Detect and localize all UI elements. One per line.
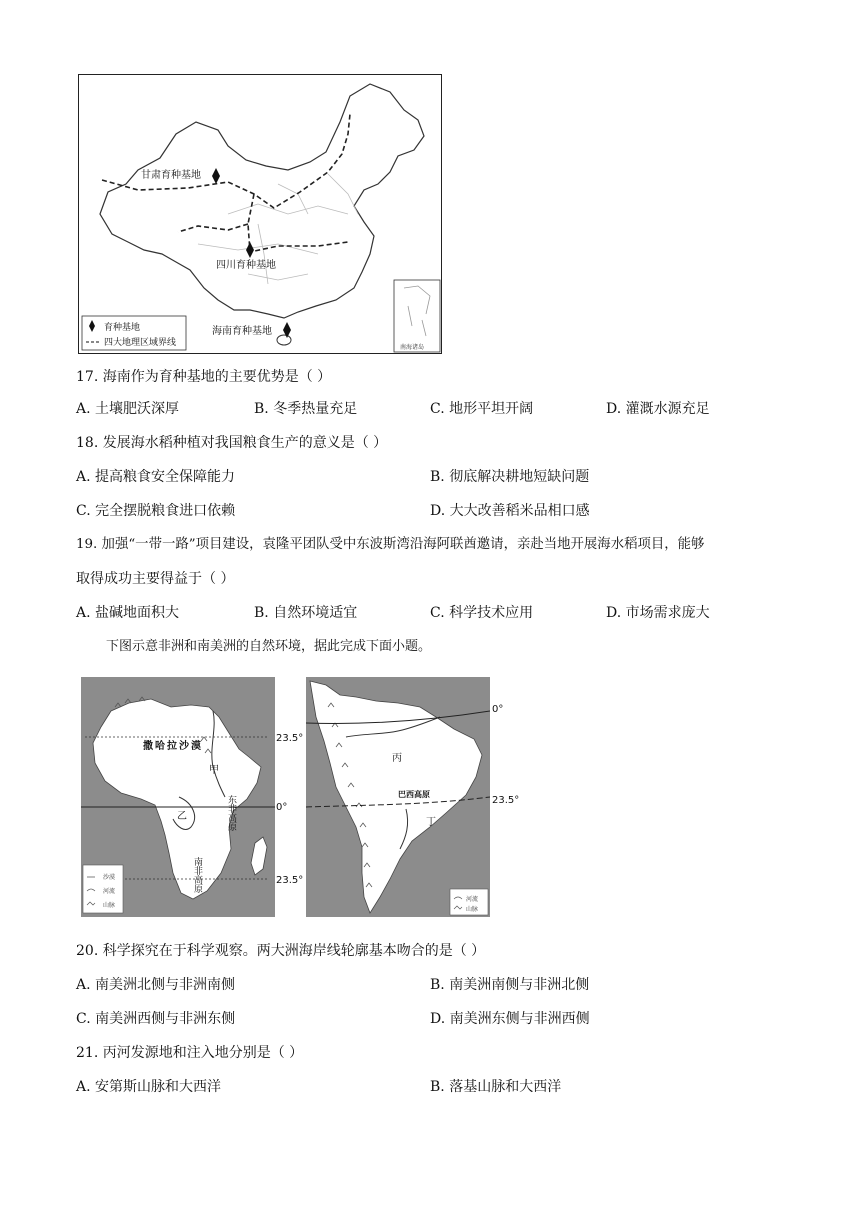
q21-option-a[interactable]: A. 安第斯山脉和大西洋 <box>76 1079 222 1095</box>
q19-option-d[interactable]: D. 市场需求庞大 <box>606 605 710 621</box>
q18-stem: 18. 发展海水稻种植对我国粮食生产的意义是（ ） <box>76 435 388 451</box>
q17-stem: 17. 海南作为育种基地的主要优势是（ ） <box>76 369 332 385</box>
q19-stem-line1: 19. 加强“一带一路”项目建设，袁隆平团队受中东波斯湾沿海阿联酋邀请，亲赴当地开展海水稻项目，能够 <box>76 537 705 552</box>
q18-option-d[interactable]: D. 大大改善稻米品相口感 <box>430 503 590 519</box>
sa-lat-equator: 0° <box>492 704 504 715</box>
q20-option-b[interactable]: B. 南美洲南侧与非洲北侧 <box>430 977 590 993</box>
q21-option-b[interactable]: B. 落基山脉和大西洋 <box>430 1079 562 1095</box>
q18-option-a[interactable]: A. 提高粮食安全保障能力 <box>76 469 236 485</box>
yi-label: 乙 <box>177 811 187 822</box>
south-plateau-label: 南非高原 <box>192 857 202 893</box>
q20-option-d[interactable]: D. 南美洲东侧与非洲西侧 <box>430 1011 590 1027</box>
q21-stem: 21. 丙河发源地和注入地分别是（ ） <box>76 1045 304 1061</box>
q19-option-c[interactable]: C. 科学技术应用 <box>430 605 534 621</box>
q19-option-a[interactable]: A. 盐碱地面积大 <box>76 605 180 621</box>
china-breeding-map <box>78 74 442 354</box>
africa-lat-tropic-n: 23.5° <box>276 733 304 744</box>
q19-stem-line2: 取得成功主要得益于（ ） <box>76 571 235 587</box>
q20-stem: 20. 科学探究在于科学观察。两大洲海岸线轮廓基本吻合的是（ ） <box>76 943 486 959</box>
sichuan-label: 四川育种基地 <box>216 260 276 271</box>
gansu-label: 甘肃育种基地 <box>141 170 201 181</box>
q17-option-d[interactable]: D. 灌溉水源充足 <box>606 401 710 417</box>
sa-lat-tropic-s: 23.5° <box>492 795 520 806</box>
q17-option-a[interactable]: A. 土壤肥沃深厚 <box>76 401 180 417</box>
legend-mountain-label: 山脉 <box>103 902 116 909</box>
legend-river-label: 河流 <box>103 888 116 895</box>
q20-option-a[interactable]: A. 南美洲北侧与非洲南侧 <box>76 977 236 993</box>
sa-legend-mountain-label: 山脉 <box>466 906 479 913</box>
q18-option-b[interactable]: B. 彻底解决耕地短缺问题 <box>430 469 590 485</box>
jia-label: 甲 <box>209 765 219 776</box>
section-intro: 下图示意非洲和南美洲的自然环境，据此完成下面小题。 <box>106 639 432 654</box>
africa-map <box>81 677 275 917</box>
inset-label: 南海诸岛 <box>400 344 425 351</box>
q19-option-b[interactable]: B. 自然环境适宜 <box>254 605 358 621</box>
q20-option-c[interactable]: C. 南美洲西侧与非洲东侧 <box>76 1011 236 1027</box>
legend-base-label: 育种基地 <box>104 323 141 333</box>
sahara-label: 撒哈拉沙漠 <box>143 741 203 752</box>
africa-lat-equator: 0° <box>276 802 288 813</box>
brazil-plateau-label: 巴西高原 <box>398 790 430 799</box>
africa-lat-tropic-s: 23.5° <box>276 875 304 886</box>
legend-desert-label: 沙漠 <box>103 874 116 881</box>
q18-option-c[interactable]: C. 完全摆脱粮食进口依赖 <box>76 503 236 519</box>
east-plateau-label: 东非高原 <box>226 795 236 831</box>
legend-line-label: 四大地理区域界线 <box>104 338 177 348</box>
south-america-map <box>306 677 490 917</box>
bing-label: 丙 <box>392 753 402 764</box>
ding-label: 丁 <box>426 817 436 828</box>
sa-legend-river-label: 河流 <box>466 896 479 903</box>
q17-option-c[interactable]: C. 地形平坦开阔 <box>430 401 534 417</box>
q17-option-b[interactable]: B. 冬季热量充足 <box>254 401 358 417</box>
hainan-label: 海南育种基地 <box>212 326 272 337</box>
